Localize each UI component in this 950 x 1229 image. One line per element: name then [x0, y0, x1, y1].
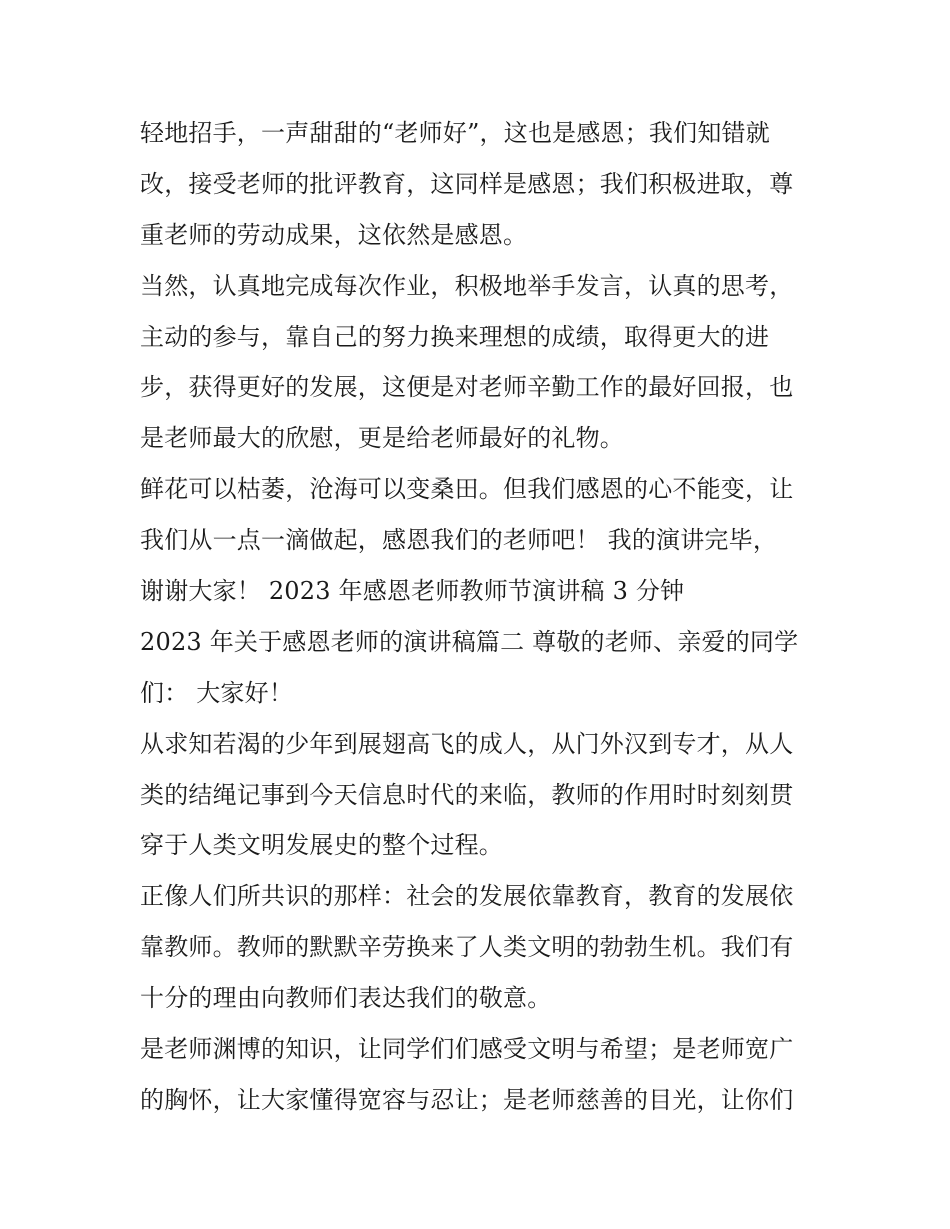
- text-line: 正像人们所共识的那样：社会的发展依靠教育，教育的发展依: [140, 882, 794, 911]
- text-line: 改，接受老师的批评教育，这同样是感恩；我们积极进取，尊: [140, 169, 794, 198]
- text-line: 靠教师。教师的默默辛劳换来了人类文明的勃勃生机。我们有: [140, 933, 794, 962]
- text-line: 鲜花可以枯萎，沧海可以变桑田。但我们感恩的心不能变，让: [140, 475, 794, 504]
- body-text: [140, 108, 820, 1126]
- text-line: 从求知若渴的少年到展翅高飞的成人，从门外汉到专才，从人: [140, 729, 794, 758]
- text-line: 当然，认真地完成每次作业，积极地举手发言，认真的思考，: [140, 271, 794, 300]
- text-line: 是老师渊博的知识，让同学们们感受文明与希望；是老师宽广: [140, 1035, 794, 1064]
- text-line: 是老师最大的欣慰，更是给老师最好的礼物。: [140, 424, 624, 453]
- text-line: 2023 年关于感恩老师的演讲稿篇二 尊敬的老师、亲爱的同学: [140, 627, 799, 656]
- text-line: 轻地招手，一声甜甜的“老师好”，这也是感恩；我们知错就: [140, 119, 770, 147]
- text-line: 们： 大家好！: [140, 678, 294, 707]
- text-line: 类的结绳记事到今天信息时代的来临，教师的作用时时刻刻贯: [140, 780, 794, 809]
- text-line: 的胸怀，让大家懂得宽容与忍让；是老师慈善的目光，让你们: [140, 1085, 794, 1114]
- text-line: 步，获得更好的发展，这便是对老师辛勤工作的最好回报，也: [140, 373, 794, 402]
- text-line: 十分的理由向教师们表达我们的敬意。: [140, 984, 552, 1013]
- text-line: 主动的参与，靠自己的努力换来理想的成绩，取得更大的进: [140, 322, 770, 351]
- text-line: 谢谢大家！ 2023 年感恩老师教师节演讲稿 3 分钟: [140, 577, 685, 606]
- text-line: 穿于人类文明发展史的整个过程。: [140, 831, 503, 860]
- text-line: 重老师的劳动成果，这依然是感恩。: [140, 220, 528, 249]
- text-line: 我们从一点一滴做起，感恩我们的老师吧！ 我的演讲完毕，: [140, 526, 778, 555]
